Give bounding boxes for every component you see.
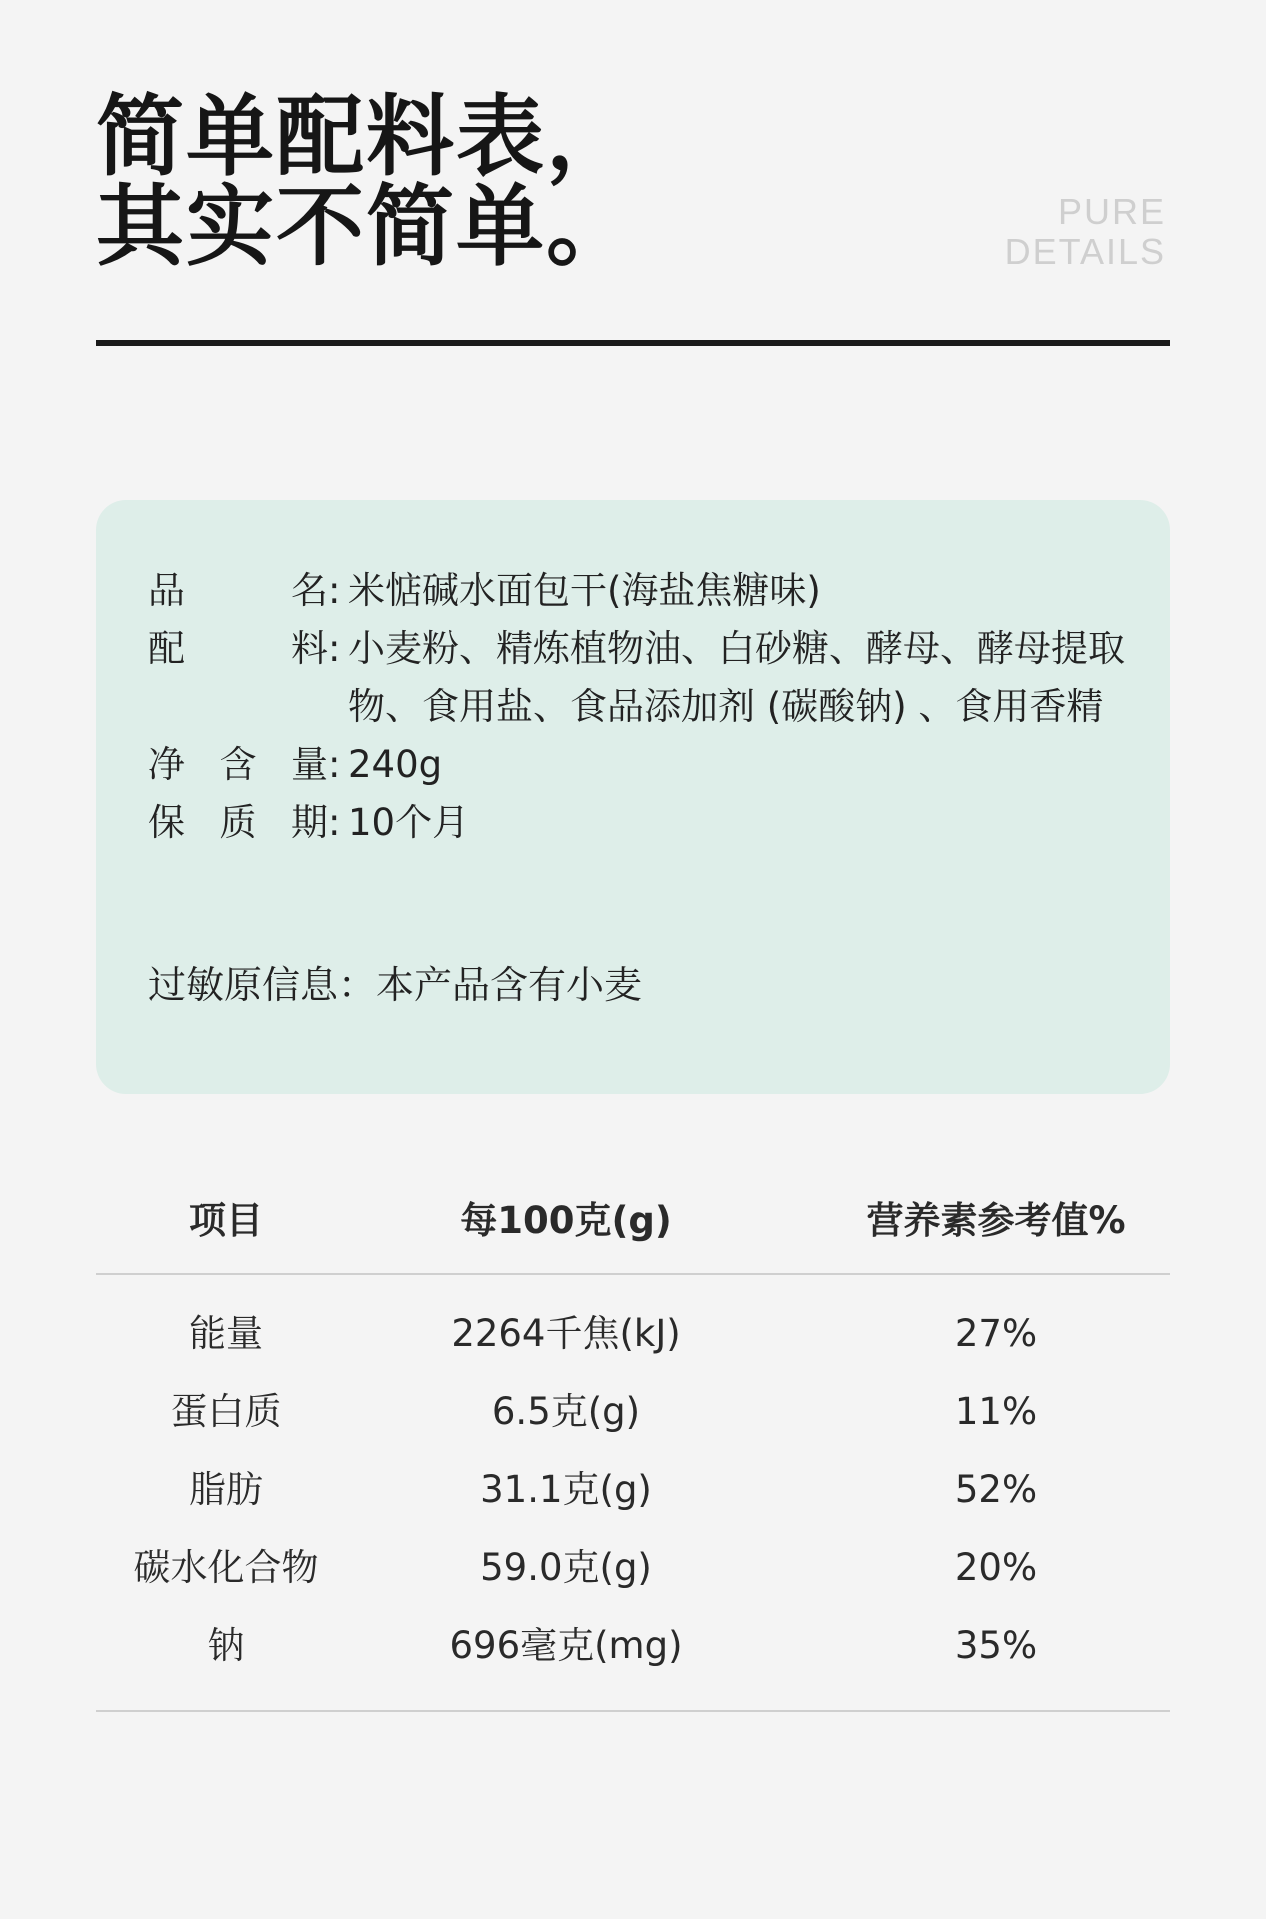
- nutrient-name: 蛋白质: [170, 1390, 282, 1433]
- nutrient-amount: 59.0克(g): [480, 1546, 652, 1589]
- nutrient-name: 脂肪: [189, 1468, 263, 1511]
- tag-line-2: DETAILS: [1004, 231, 1166, 272]
- nutrient-name: 钠: [207, 1624, 245, 1667]
- header-nrv: 营养素参考值%: [866, 1199, 1126, 1242]
- pure-details-tag: [1005, 192, 1166, 272]
- table-row: [96, 1616, 1170, 1676]
- nutrient-nrv: 35%: [954, 1624, 1038, 1667]
- header-per-100g: 每100克(g): [460, 1199, 672, 1242]
- product-info-card: [96, 500, 1170, 1094]
- ingredients-value: 小麦粉、精炼植物油、白砂糖、酵母、酵母提取物、食用盐、食品添加剂 (碳酸钠) 、食用香精: [348, 627, 1125, 728]
- nutrient-nrv: 11%: [954, 1390, 1038, 1433]
- allergen-info: [148, 956, 642, 1014]
- ingredients-row: [148, 620, 1138, 736]
- shelf-life-label: 保质期: [148, 801, 328, 844]
- product-name-value: 米惦碱水面包干(海盐焦糖味): [348, 569, 821, 612]
- nutrient-amount: 2264千焦(kJ): [451, 1312, 681, 1355]
- colon: :: [328, 569, 341, 612]
- nutrient-amount: 31.1克(g): [480, 1468, 652, 1511]
- nutrient-name: 能量: [189, 1312, 263, 1355]
- product-name-row: [148, 562, 1138, 620]
- headline-line-2: 其实不简单。: [96, 175, 637, 278]
- net-content-label: 净含量: [148, 743, 328, 786]
- ingredients-label: 配料: [148, 627, 328, 670]
- colon: :: [328, 627, 341, 670]
- net-content-value: 240g: [348, 743, 443, 786]
- nutrient-amount: 6.5克(g): [491, 1390, 641, 1433]
- colon: :: [328, 743, 341, 786]
- page-headline: [96, 85, 637, 278]
- allergen-label: 过敏原信息：: [148, 963, 377, 1007]
- header-item: 项目: [189, 1199, 263, 1242]
- headline-line-1: 简单配料表，: [96, 85, 637, 188]
- header-divider: [96, 340, 1170, 346]
- tag-line-1: PURE: [1057, 191, 1166, 232]
- nutrition-table-header: [96, 1190, 1170, 1250]
- table-divider: [96, 1273, 1170, 1275]
- shelf-life-value: 10个月: [348, 801, 470, 844]
- nutrient-nrv: 52%: [954, 1468, 1038, 1511]
- nutrient-amount: 696毫克(mg): [449, 1624, 683, 1667]
- nutrient-name: 碳水化合物: [133, 1546, 319, 1589]
- table-row: [96, 1538, 1170, 1598]
- nutrient-nrv: 27%: [954, 1312, 1038, 1355]
- colon: :: [328, 801, 341, 844]
- table-row: [96, 1382, 1170, 1442]
- allergen-value: 本产品含有小麦: [376, 963, 643, 1007]
- table-row: [96, 1304, 1170, 1364]
- nutrient-nrv: 20%: [954, 1546, 1038, 1589]
- net-content-row: [148, 736, 1138, 794]
- table-row: [96, 1460, 1170, 1520]
- table-bottom-divider: [96, 1710, 1170, 1712]
- shelf-life-row: [148, 794, 1138, 852]
- product-name-label: 品名: [148, 569, 328, 612]
